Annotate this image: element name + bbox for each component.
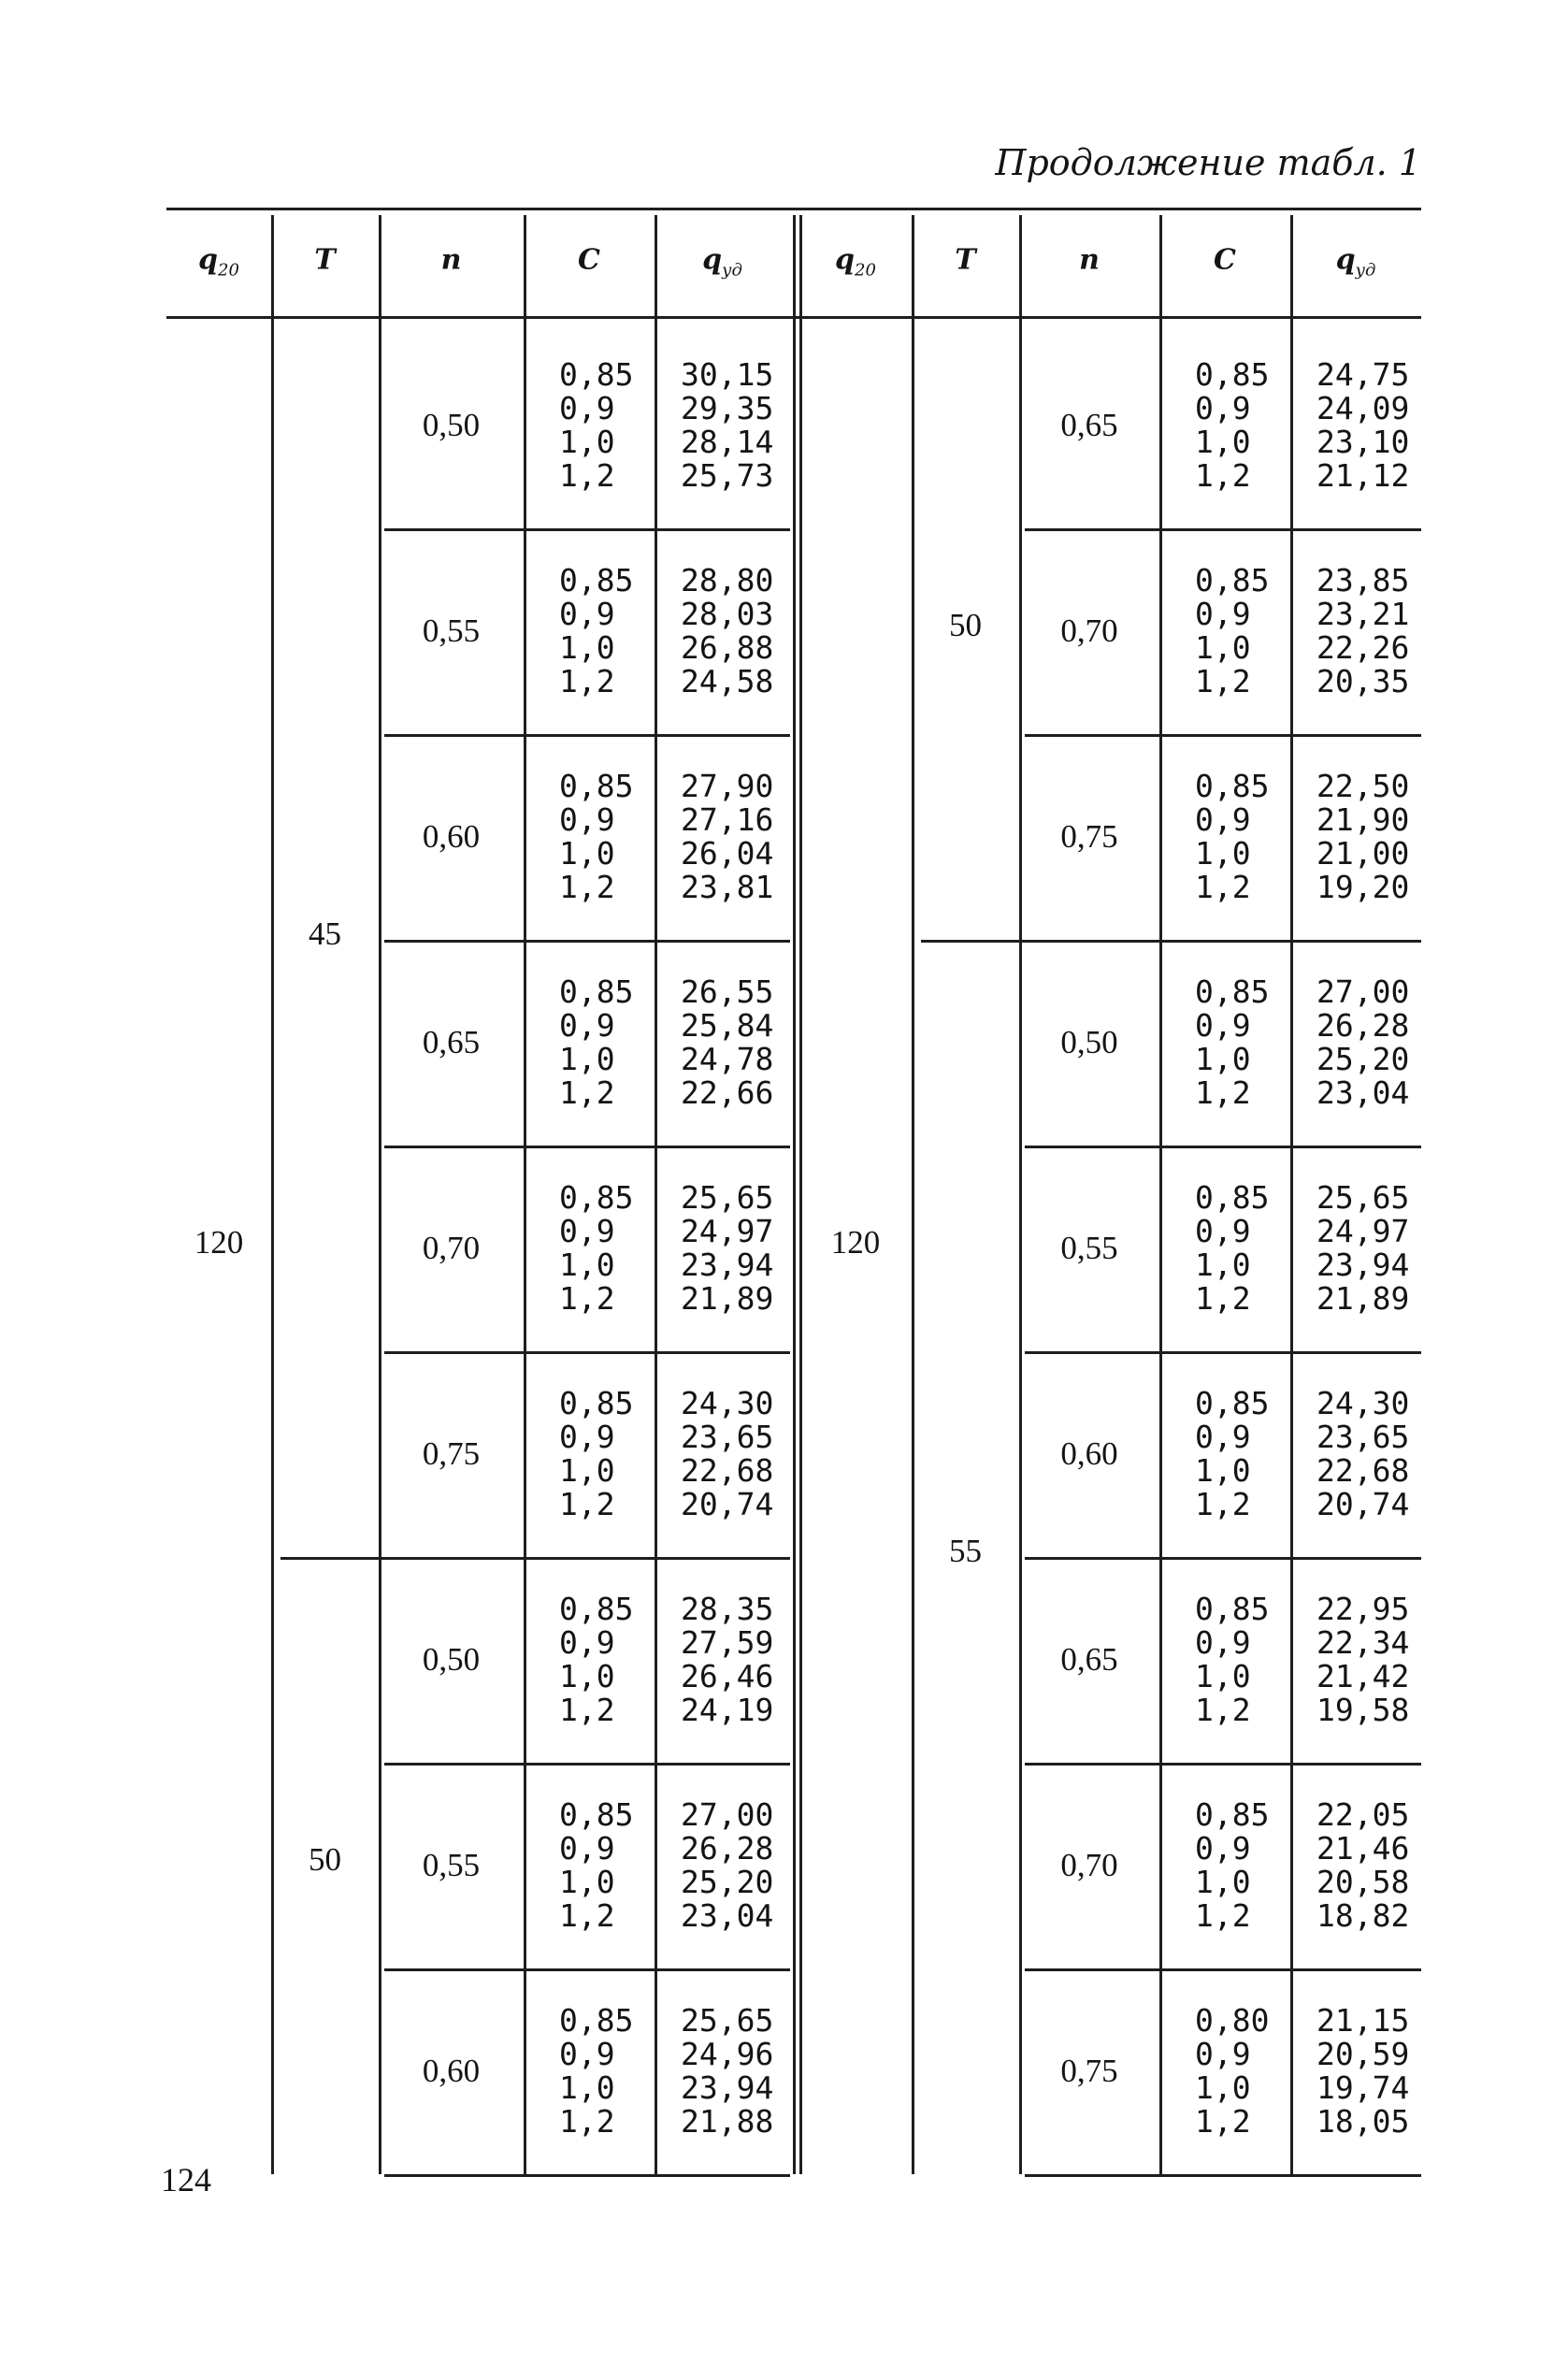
q-value: 23,21 bbox=[1316, 596, 1410, 632]
header-symbol: T bbox=[955, 243, 976, 277]
q20-value: 120 bbox=[830, 1224, 881, 1261]
q-value: 21,88 bbox=[681, 2103, 774, 2140]
c-value: 0,85 bbox=[1195, 356, 1270, 393]
q-value: 22,68 bbox=[1316, 1452, 1410, 1489]
center-double-rule bbox=[793, 215, 796, 2174]
q-value: 26,04 bbox=[681, 835, 774, 872]
page-number: 124 bbox=[161, 2161, 211, 2198]
header-right-q bbox=[1336, 244, 1376, 281]
c-value: 1,0 bbox=[559, 1658, 615, 1694]
q-value: 28,14 bbox=[681, 424, 774, 460]
q-value: 21,46 bbox=[1316, 1830, 1410, 1867]
row-separator bbox=[384, 1763, 790, 1766]
header-left-C bbox=[578, 244, 600, 281]
n-value: 0,65 bbox=[1060, 407, 1118, 443]
q-value: 20,59 bbox=[1316, 2036, 1410, 2072]
c-value: 1,0 bbox=[559, 835, 615, 872]
q-value: 23,04 bbox=[681, 1897, 774, 1934]
c-value: 0,9 bbox=[1195, 1624, 1251, 1661]
c-value: 1,2 bbox=[1195, 457, 1251, 494]
q-value: 27,00 bbox=[1316, 973, 1410, 1010]
q-value: 24,75 bbox=[1316, 356, 1410, 393]
c-value: 0,85 bbox=[1195, 1385, 1270, 1421]
temperature-value: 50 bbox=[949, 607, 982, 643]
n-value: 0,60 bbox=[422, 2053, 481, 2089]
c-value: 0,9 bbox=[559, 1213, 615, 1249]
q-value: 21,90 bbox=[1316, 801, 1410, 838]
c-value: 1,0 bbox=[559, 1247, 615, 1283]
row-separator bbox=[1025, 1968, 1421, 1971]
table-caption: Продолжение табл. 1 bbox=[995, 142, 1421, 183]
q-value: 25,20 bbox=[1316, 1041, 1410, 1077]
q-value: 24,97 bbox=[681, 1213, 774, 1249]
q-value: 23,85 bbox=[1316, 562, 1410, 598]
header-subscript: 20 bbox=[855, 260, 876, 281]
c-value: 0,85 bbox=[1195, 562, 1270, 598]
header-right-C bbox=[1214, 244, 1236, 281]
c-value: 0,85 bbox=[559, 1591, 634, 1627]
q-value: 25,20 bbox=[681, 1864, 774, 1900]
c-value: 1,0 bbox=[1195, 629, 1251, 666]
q-value: 21,89 bbox=[681, 1280, 774, 1317]
q-value: 28,80 bbox=[681, 562, 774, 598]
c-value: 1,2 bbox=[1195, 1280, 1251, 1317]
q-value: 25,65 bbox=[681, 2002, 774, 2039]
q-value: 24,97 bbox=[1316, 1213, 1410, 1249]
n-value: 0,70 bbox=[1060, 613, 1118, 649]
q-value: 24,30 bbox=[681, 1385, 774, 1421]
column-rule bbox=[1159, 215, 1162, 2174]
header-right-q20 bbox=[835, 244, 876, 281]
q-value: 20,74 bbox=[1316, 1486, 1410, 1522]
header-subscript: 20 bbox=[218, 260, 239, 281]
c-value: 0,80 bbox=[1195, 2002, 1270, 2039]
q-value: 23,04 bbox=[1316, 1074, 1410, 1111]
c-value: 0,9 bbox=[559, 801, 615, 838]
n-value: 0,70 bbox=[422, 1230, 481, 1266]
row-separator bbox=[1025, 1351, 1421, 1354]
column-rule bbox=[655, 215, 657, 2174]
header-symbol: q bbox=[835, 243, 856, 277]
header-symbol: C bbox=[578, 243, 600, 277]
c-value: 1,2 bbox=[1195, 1486, 1251, 1522]
q-value: 25,65 bbox=[1316, 1179, 1410, 1216]
c-value: 1,2 bbox=[1195, 869, 1251, 905]
q-value: 24,96 bbox=[681, 2036, 774, 2072]
row-separator bbox=[384, 1351, 790, 1354]
c-value: 0,85 bbox=[559, 356, 634, 393]
q-value: 24,19 bbox=[681, 1692, 774, 1728]
c-value: 0,85 bbox=[559, 973, 634, 1010]
q-value: 19,74 bbox=[1316, 2069, 1410, 2106]
q-value: 24,78 bbox=[681, 1041, 774, 1077]
c-value: 0,85 bbox=[1195, 1796, 1270, 1833]
q-value: 21,15 bbox=[1316, 2002, 1410, 2039]
q-value: 26,28 bbox=[1316, 1007, 1410, 1044]
n-value: 0,65 bbox=[422, 1024, 481, 1060]
c-value: 0,9 bbox=[559, 1007, 615, 1044]
c-value: 1,0 bbox=[1195, 1864, 1251, 1900]
column-rule bbox=[379, 215, 381, 2174]
temperature-value: 45 bbox=[309, 915, 341, 952]
row-separator bbox=[1025, 528, 1421, 531]
c-value: 0,9 bbox=[559, 1419, 615, 1455]
c-value: 1,0 bbox=[559, 1864, 615, 1900]
header-subscript: уд bbox=[722, 260, 742, 281]
c-value: 1,0 bbox=[559, 1041, 615, 1077]
q-value: 22,50 bbox=[1316, 768, 1410, 804]
q-value: 27,59 bbox=[681, 1624, 774, 1661]
column-rule bbox=[1290, 215, 1293, 2174]
c-value: 0,9 bbox=[1195, 1213, 1251, 1249]
row-separator bbox=[384, 940, 790, 943]
c-value: 1,2 bbox=[559, 1074, 615, 1111]
q-value: 30,15 bbox=[681, 356, 774, 393]
c-value: 1,2 bbox=[559, 1280, 615, 1317]
q-value: 27,90 bbox=[681, 768, 774, 804]
n-value: 0,60 bbox=[1060, 1435, 1118, 1472]
q-value: 23,65 bbox=[1316, 1419, 1410, 1455]
table-top-rule bbox=[166, 208, 1421, 210]
c-value: 0,85 bbox=[1195, 768, 1270, 804]
header-symbol: T bbox=[314, 243, 336, 277]
q-value: 24,58 bbox=[681, 663, 774, 699]
row-separator bbox=[1025, 1557, 1421, 1560]
q-value: 18,05 bbox=[1316, 2103, 1410, 2140]
q-value: 26,55 bbox=[681, 973, 774, 1010]
column-rule bbox=[912, 215, 914, 2174]
q-value: 26,88 bbox=[681, 629, 774, 666]
q-value: 23,81 bbox=[681, 869, 774, 905]
c-value: 1,2 bbox=[1195, 663, 1251, 699]
q-value: 29,35 bbox=[681, 390, 774, 426]
n-value: 0,50 bbox=[422, 407, 481, 443]
n-value: 0,55 bbox=[1060, 1230, 1118, 1266]
c-value: 1,2 bbox=[559, 869, 615, 905]
q-value: 21,89 bbox=[1316, 1280, 1410, 1317]
n-value: 0,75 bbox=[422, 1435, 481, 1472]
c-value: 1,2 bbox=[559, 1897, 615, 1934]
column-rule bbox=[271, 215, 274, 2174]
c-value: 1,0 bbox=[559, 629, 615, 666]
header-left-q bbox=[702, 244, 742, 281]
c-value: 0,9 bbox=[1195, 1419, 1251, 1455]
n-value: 0,55 bbox=[422, 1847, 481, 1883]
n-value: 0,65 bbox=[1060, 1641, 1118, 1678]
q-value: 28,35 bbox=[681, 1591, 774, 1627]
c-value: 1,0 bbox=[559, 1452, 615, 1489]
header-right-T bbox=[955, 244, 975, 281]
c-value: 1,0 bbox=[559, 424, 615, 460]
c-value: 0,9 bbox=[1195, 596, 1251, 632]
q-value: 19,20 bbox=[1316, 869, 1410, 905]
c-value: 1,2 bbox=[559, 1692, 615, 1728]
row-separator bbox=[384, 1968, 790, 1971]
c-value: 0,9 bbox=[1195, 801, 1251, 838]
table-bottom-rule bbox=[384, 2174, 790, 2177]
c-value: 0,9 bbox=[1195, 1007, 1251, 1044]
c-value: 1,2 bbox=[559, 1486, 615, 1522]
c-value: 0,85 bbox=[559, 1385, 634, 1421]
group-separator bbox=[281, 1557, 790, 1560]
c-value: 0,85 bbox=[1195, 973, 1270, 1010]
n-value: 0,75 bbox=[1060, 2053, 1118, 2089]
c-value: 0,9 bbox=[1195, 390, 1251, 426]
row-separator bbox=[1025, 734, 1421, 737]
c-value: 1,2 bbox=[1195, 1897, 1251, 1934]
table-bottom-rule bbox=[1025, 2174, 1421, 2177]
c-value: 0,9 bbox=[559, 596, 615, 632]
q-value: 26,46 bbox=[681, 1658, 774, 1694]
q-value: 21,42 bbox=[1316, 1658, 1410, 1694]
c-value: 0,9 bbox=[559, 1624, 615, 1661]
c-value: 0,9 bbox=[1195, 2036, 1251, 2072]
header-right-n bbox=[1079, 244, 1100, 281]
header-symbol: q bbox=[198, 243, 219, 277]
c-value: 1,2 bbox=[1195, 1074, 1251, 1111]
c-value: 0,85 bbox=[559, 768, 634, 804]
group-separator bbox=[921, 940, 1421, 943]
q-value: 28,03 bbox=[681, 596, 774, 632]
q-value: 20,74 bbox=[681, 1486, 774, 1522]
c-value: 0,9 bbox=[1195, 1830, 1251, 1867]
c-value: 1,2 bbox=[559, 663, 615, 699]
temperature-value: 50 bbox=[309, 1841, 341, 1878]
c-value: 0,85 bbox=[1195, 1179, 1270, 1216]
q-value: 20,58 bbox=[1316, 1864, 1410, 1900]
n-value: 0,60 bbox=[422, 818, 481, 855]
c-value: 0,85 bbox=[559, 2002, 634, 2039]
c-value: 0,9 bbox=[559, 2036, 615, 2072]
c-value: 1,0 bbox=[1195, 835, 1251, 872]
c-value: 0,85 bbox=[559, 562, 634, 598]
n-value: 0,55 bbox=[422, 613, 481, 649]
q-value: 23,94 bbox=[1316, 1247, 1410, 1283]
c-value: 0,9 bbox=[559, 390, 615, 426]
row-separator bbox=[384, 1146, 790, 1148]
q-value: 27,16 bbox=[681, 801, 774, 838]
header-subscript: уд bbox=[1355, 260, 1376, 281]
header-left-q20 bbox=[198, 244, 239, 281]
c-value: 1,0 bbox=[559, 2069, 615, 2106]
q-value: 24,09 bbox=[1316, 390, 1410, 426]
header-symbol: q bbox=[702, 243, 723, 277]
q-value: 21,12 bbox=[1316, 457, 1410, 494]
q-value: 22,66 bbox=[681, 1074, 774, 1111]
q-value: 23,65 bbox=[681, 1419, 774, 1455]
header-left-n bbox=[441, 244, 462, 281]
temperature-value: 55 bbox=[949, 1533, 982, 1569]
q-value: 22,68 bbox=[681, 1452, 774, 1489]
n-value: 0,50 bbox=[1060, 1024, 1118, 1060]
q-value: 19,58 bbox=[1316, 1692, 1410, 1728]
q-value: 18,82 bbox=[1316, 1897, 1410, 1934]
q-value: 23,94 bbox=[681, 1247, 774, 1283]
q-value: 22,26 bbox=[1316, 629, 1410, 666]
header-symbol: n bbox=[440, 243, 462, 277]
header-symbol: q bbox=[1335, 243, 1356, 277]
c-value: 1,2 bbox=[1195, 2103, 1251, 2140]
q-value: 25,84 bbox=[681, 1007, 774, 1044]
c-value: 0,85 bbox=[559, 1796, 634, 1833]
c-value: 1,0 bbox=[1195, 1452, 1251, 1489]
c-value: 1,2 bbox=[559, 2103, 615, 2140]
q-value: 27,00 bbox=[681, 1796, 774, 1833]
c-value: 1,2 bbox=[1195, 1692, 1251, 1728]
q-value: 23,10 bbox=[1316, 424, 1410, 460]
header-symbol: n bbox=[1079, 243, 1100, 277]
n-value: 0,75 bbox=[1060, 818, 1118, 855]
row-separator bbox=[1025, 1146, 1421, 1148]
q-value: 20,35 bbox=[1316, 663, 1410, 699]
header-left-T bbox=[314, 244, 335, 281]
c-value: 1,0 bbox=[1195, 1041, 1251, 1077]
n-value: 0,70 bbox=[1060, 1847, 1118, 1883]
c-value: 1,0 bbox=[1195, 424, 1251, 460]
c-value: 1,0 bbox=[1195, 1247, 1251, 1283]
center-double-rule bbox=[799, 215, 802, 2174]
header-symbol: C bbox=[1214, 243, 1236, 277]
c-value: 1,0 bbox=[1195, 1658, 1251, 1694]
n-value: 0,50 bbox=[422, 1641, 481, 1678]
q-value: 25,73 bbox=[681, 457, 774, 494]
c-value: 1,2 bbox=[559, 457, 615, 494]
column-rule bbox=[1019, 215, 1022, 2174]
c-value: 0,9 bbox=[559, 1830, 615, 1867]
column-rule bbox=[524, 215, 526, 2174]
c-value: 1,0 bbox=[1195, 2069, 1251, 2106]
row-separator bbox=[384, 528, 790, 531]
q-value: 22,34 bbox=[1316, 1624, 1410, 1661]
q20-value: 120 bbox=[194, 1224, 244, 1261]
q-value: 22,05 bbox=[1316, 1796, 1410, 1833]
c-value: 0,85 bbox=[559, 1179, 634, 1216]
q-value: 23,94 bbox=[681, 2069, 774, 2106]
q-value: 24,30 bbox=[1316, 1385, 1410, 1421]
c-value: 0,85 bbox=[1195, 1591, 1270, 1627]
q-value: 26,28 bbox=[681, 1830, 774, 1867]
q-value: 25,65 bbox=[681, 1179, 774, 1216]
row-separator bbox=[384, 734, 790, 737]
q-value: 21,00 bbox=[1316, 835, 1410, 872]
row-separator bbox=[1025, 1763, 1421, 1766]
q-value: 22,95 bbox=[1316, 1591, 1410, 1627]
